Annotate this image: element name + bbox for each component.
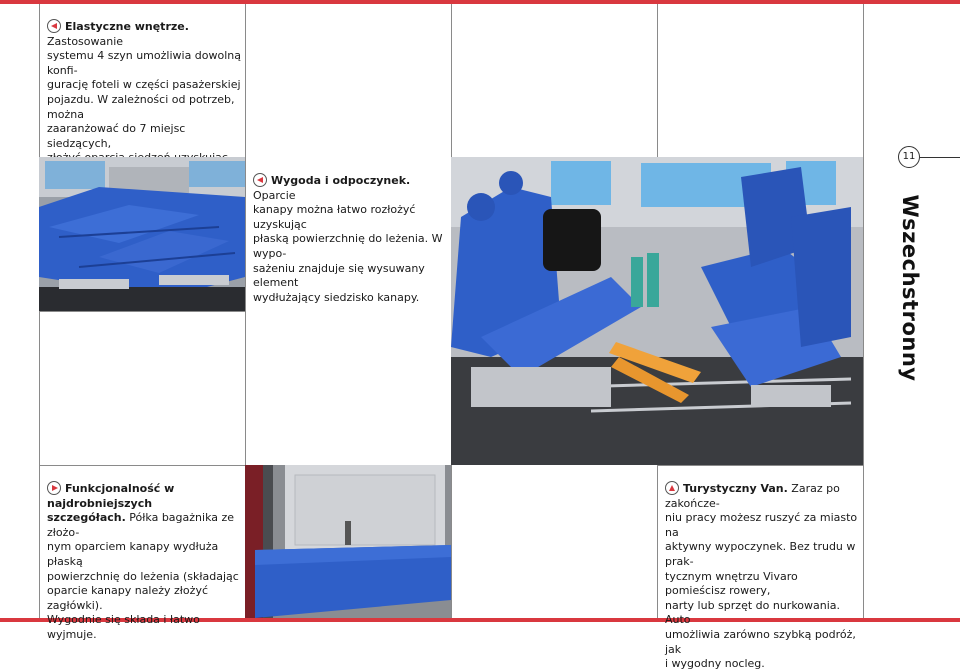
touring-title: Turystyczny Van.	[683, 482, 788, 495]
page-number-rule	[920, 157, 960, 158]
text-line: systemu 4 szyn umożliwia dowolną konfi-	[47, 49, 242, 77]
text-line: zaaranżować do 7 miejsc siedzących,	[47, 122, 186, 150]
page-number: 11	[898, 146, 920, 168]
arrow-left-icon	[47, 19, 61, 33]
text-line: Wygodnie się składa i łatwo wyjmuje.	[47, 613, 200, 641]
functionality-title: Funkcjonalność w najdrobniejszych	[47, 482, 175, 510]
grid-line	[39, 465, 245, 466]
text-line: kanapy można łatwo rozłożyć uzyskując	[253, 203, 416, 231]
text-line: nym oparciem kanapy wydłuża płaską	[47, 540, 219, 568]
text-line: oparcie kanapy należy złożyć zagłówki).	[47, 584, 208, 612]
section-title: Wszechstronny	[898, 194, 922, 382]
grid-line	[657, 465, 863, 466]
text-line: gurację foteli w części pasażerskiej	[47, 78, 241, 92]
arrow-right-icon	[47, 481, 61, 495]
text-line: powierzchnię do leżenia (składając	[47, 569, 239, 583]
text-line: Zastosowanie	[47, 34, 124, 48]
text-line: pojazdu. W zależności od potrzeb, można	[47, 92, 235, 121]
text-line: wydłużający siedzisko kanapy.	[253, 290, 420, 304]
text-line: niu pracy możesz ruszyć za miasto na	[665, 511, 858, 539]
rest-comfort-text	[253, 173, 449, 305]
text-line: tycznym wnętrzu Vivaro pomieścisz rowery,	[665, 569, 798, 598]
text-line: umożliwia zarówno szybką podróż, jak	[665, 627, 856, 656]
flexible-title: Elastyczne wnętrze.	[65, 20, 189, 33]
flat-bed-interior-photo	[39, 157, 245, 311]
text-line: Zaraz po zakończe-	[665, 482, 840, 510]
van-interior-photo	[451, 157, 863, 465]
top-accent-bar	[0, 0, 960, 4]
text-line: Półka bagażnika ze złożo-	[47, 511, 235, 539]
grid-line	[863, 4, 864, 618]
text-line: i wygodny nocleg.	[665, 657, 765, 671]
touring-van-text	[665, 481, 861, 672]
rest-title: Wygoda i odpoczynek.	[271, 174, 411, 187]
functionality-text	[47, 481, 243, 643]
arrow-left-icon	[253, 173, 267, 187]
text-line: aktywny wypoczynek. Bez trudu w prak-	[665, 540, 856, 568]
functionality-title-line-2: szczegółach.	[47, 511, 126, 525]
trunk-shelf-photo	[245, 465, 451, 618]
text-line: sażeniu znajduje się wysuwany element	[253, 261, 425, 290]
grid-line	[39, 311, 245, 312]
text-line: płaską powierzchnię do leżenia. W wypo-	[253, 232, 443, 260]
text-line: narty lub sprzęt do nurkowania. Auto	[665, 598, 841, 627]
text-line: Oparcie	[253, 188, 296, 202]
arrow-up-icon	[665, 481, 679, 495]
